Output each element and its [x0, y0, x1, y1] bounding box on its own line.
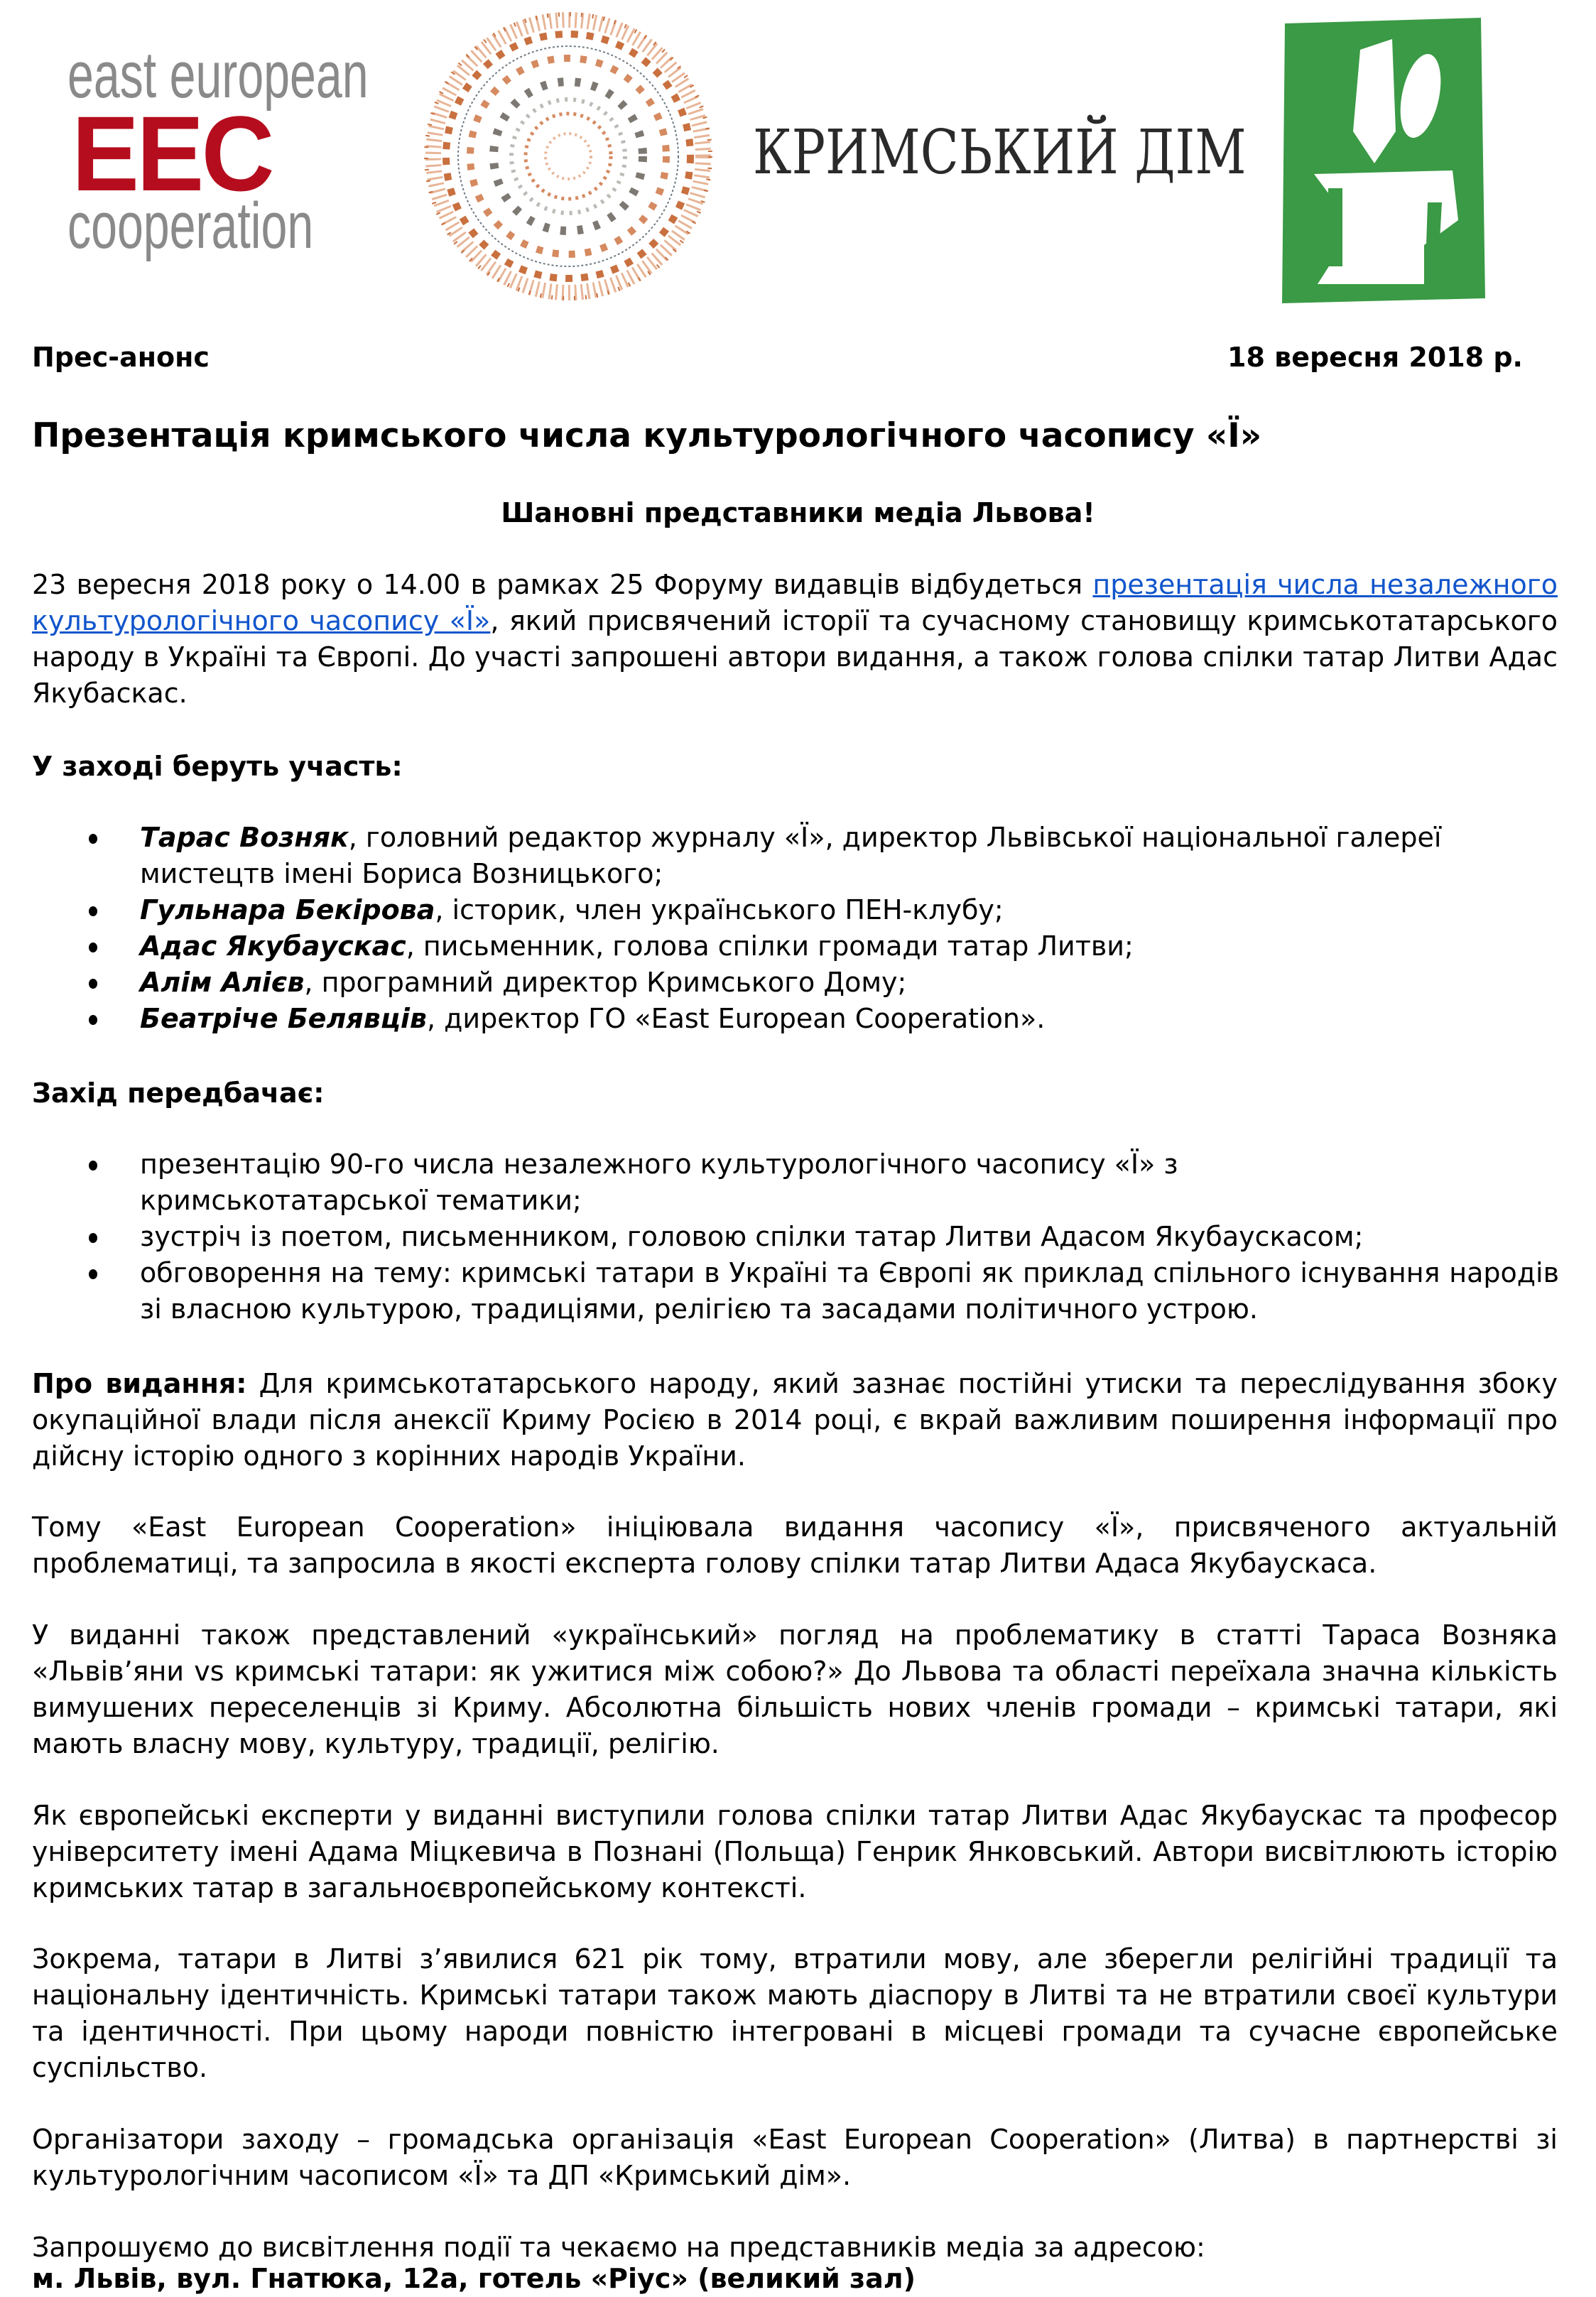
journal-i-figure-icon — [1275, 11, 1492, 305]
agenda-item-text: презентацію 90-го числа незалежного культурологічного часопису «Ї» з кримськотатарської тематики; — [140, 1148, 1178, 1216]
participant-name: Гульнара Бекірова — [140, 894, 435, 925]
bullet-icon — [89, 1269, 97, 1279]
participant-name: Алім Алієв — [140, 967, 305, 998]
participant-item — [32, 820, 1495, 892]
participant-item — [32, 928, 1495, 965]
eec-logo — [67, 39, 373, 262]
intro-text-end: , який присвячений історії та сучасному становищу кримськотатарського народу в Україні та Європі. До участі запрошені автори видання, а також голова спілки татар Литви Адас Якубаскас. — [32, 605, 1558, 709]
body-paragraph: Зокрема, татари в Литві з’явилися 621 рік тому, втратили мову, але зберегли релігійні традиції та національну ідентичність. Кримські татари також мають діаспору в Литві та не втратили своєї культури та ідентичності. При цьому народи повністю інтегровані в місцеві громади та сучасне європейське суспільство. — [32, 1943, 1558, 2083]
intro-paragraph — [32, 567, 1558, 712]
participant-desc: , програмний директор Кримського Дому; — [304, 967, 907, 998]
release-date: 18 вересня 2018 р. — [1227, 342, 1523, 373]
eec-logo-bottom-text: cooperation — [67, 190, 314, 262]
greeting: Шановні представники медіа Львова! — [501, 497, 1095, 528]
bullet-icon — [89, 834, 97, 844]
participant-name: Адас Якубаускас — [140, 930, 406, 962]
about-paragraph — [32, 1366, 1558, 1475]
eec-logo-acronym: EEC — [72, 94, 272, 213]
eec-logo-top-text: east european — [67, 39, 369, 112]
event-address: м. Львів, вул. Гнатюка, 12а, готель «Ріус» (великий зал) — [32, 2263, 916, 2294]
agenda-item — [32, 1219, 1559, 1255]
crimean-house-logo-text: КРИМСЬКИЙ ДІМ — [753, 117, 1247, 188]
participant-name: Тарас Возняк — [140, 822, 349, 853]
bullet-icon — [89, 1233, 97, 1243]
bullet-icon — [89, 979, 97, 989]
participant-item — [32, 1001, 1495, 1037]
agenda-item — [32, 1146, 1559, 1219]
body-paragraph: У виданні також представлений «український» погляд на проблематику в статті Тараса Возняка «Львів’яни vs кримські татари: як ужитися між собою?» До Львова та області переїхала значна кількість вимушених переселенців зі Криму. Абсолютна більшість нових членів громади – кримські татари, які мають власну мову, культуру, традиції, релігію. — [32, 1619, 1558, 1759]
agenda-item-text: зустріч із поетом, письменником, головою спілки татар Литви Адасом Якубаускасом; — [140, 1221, 1364, 1252]
body-paragraph: Тому «East European Cooperation» ініціювала видання часопису «Ї», присвяченого актуальній проблематиці, та запросила в якості експерта голову спілки татар Литви Адаса Якубаускаса. — [32, 1511, 1558, 1579]
bullet-icon — [89, 906, 97, 916]
agenda-item — [32, 1255, 1559, 1327]
press-release-label: Прес-анонс — [32, 342, 210, 373]
intro-text-start: 23 вересня 2018 року о 14.00 в рамках 25 Форуму видавців відбудеться — [32, 569, 1093, 600]
participant-desc: , письменник, голова спілки громади татар Литви; — [406, 930, 1134, 962]
about-label: Про видання: — [32, 1368, 247, 1399]
page-title: Презентація кримського числа культурологічного часопису «Ї» — [32, 416, 1262, 455]
ornamental-mandala-icon — [416, 11, 721, 302]
presentation-link[interactable]: презентація числа незалежного культурологічного часопису «Ї» — [32, 569, 1558, 636]
about-text: Для кримськотатарського народу, який зазнає постійні утиски та переслідування збоку окупаційної влади після анексії Криму Росією в 2014 році, є вкрай важливим поширення інформації про дійсну історію одного з корінних народів України. — [32, 1368, 1558, 1472]
participant-desc: , історик, член українського ПЕН-клубу; — [435, 894, 1004, 925]
participants-list — [32, 820, 1495, 1037]
agenda-list — [32, 1146, 1559, 1327]
participant-name: Беатріче Белявців — [140, 1003, 427, 1034]
bullet-icon — [89, 1015, 97, 1025]
agenda-item-text: обговорення на тему: кримські татари в Україні та Європі як приклад спільного існування народів зі власною культурою, традиціями, релігією та засадами політичного устрою. — [140, 1257, 1559, 1325]
participant-item — [32, 965, 1495, 1001]
body-paragraph: Як європейські експерти у виданні виступили голова спілки татар Литви Адас Якубаускас та професор університету імені Адама Міцкевича в Познані (Польща) Генрик Янковський. Автори висвітлюють історію кримських татар в загальноєвропейському контексті. — [32, 1800, 1558, 1904]
agenda-heading: Захід передбачає: — [32, 1077, 325, 1109]
bullet-icon — [89, 943, 97, 952]
organizers-paragraph: Організатори заходу – громадська організація «East European Cooperation» (Литва) в партнерстві зі культурологічним часописом «Ї» та ДП «Кримський дім». — [32, 2124, 1558, 2191]
participant-desc: , головний редактор журналу «Ї», директор Львівської національної галереї мистецтв імені Бориса Возницького; — [140, 822, 1442, 889]
bullet-icon — [89, 1161, 97, 1171]
participant-item — [32, 892, 1495, 928]
participants-heading: У заході беруть участь: — [32, 751, 403, 782]
invite-text: Запрошуємо до висвітлення події та чекаємо на представників медіа за адресою: — [32, 2232, 1205, 2263]
participant-desc: , директор ГО «East European Cooperation». — [426, 1003, 1046, 1034]
